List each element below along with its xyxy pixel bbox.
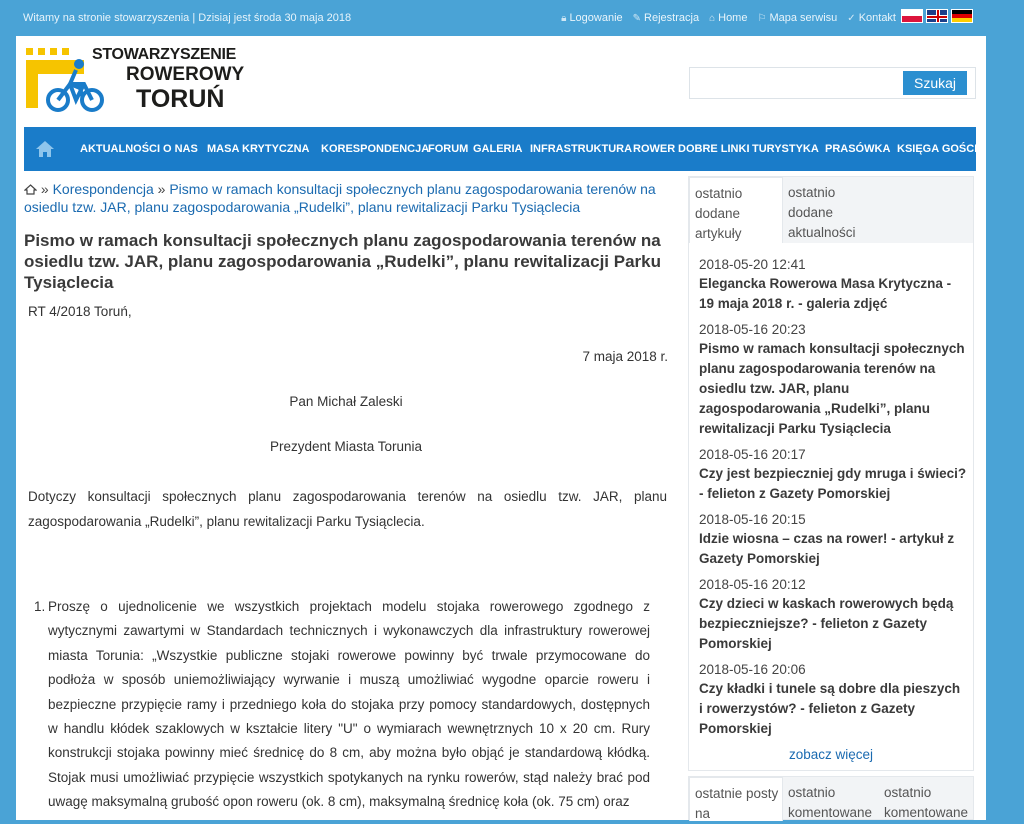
home-icon[interactable] [35,139,55,159]
nav-galeria[interactable]: GALERIA [473,143,523,155]
entry-title-link[interactable]: Czy dzieci w kaskach rowerowych będą bezpieczniejsze? - felieton z Gazety Pomorskiej [699,596,954,651]
breadcrumb-section-link[interactable]: Korespondencja [52,181,154,197]
letter-addressee: Pan Michał Zaleski [289,394,403,409]
logo-line3: TORUŃ [136,85,225,113]
nav-korespondencja[interactable]: KORESPONDENCJA [321,143,430,155]
nav-forum[interactable]: FORUM [428,143,469,155]
latest-articles-panel [688,176,974,771]
entry-date: 2018-05-16 20:17 [699,447,806,462]
nav-prasowka[interactable]: PRASÓWKA [825,143,891,155]
logo-line1: STOWARZYSZENIE [92,46,236,63]
contact-link[interactable]: ✓ Kontakt [847,12,896,24]
contact-icon: ✓ [847,12,856,24]
search-button[interactable]: Szukaj [903,71,967,95]
entry-date: 2018-05-16 20:15 [699,512,806,527]
list-item-number: 1. [34,599,46,614]
language-flags [901,9,973,23]
breadcrumb [24,180,664,216]
nav-aktualnosci[interactable]: AKTUALNOŚCI [80,143,161,155]
list-item: Proszę o ujednolicenie we wszystkich projektach modelu stojaka rowerowego zgodnego z wytycznymi zawartymi w Standardach technicznych i wykonawczych dla infrastruktury rowerowej miasta Torunia: „Wszystkie publiczne stojaki rowerowe powinny być trwale przymocowane do podłoża w sposób uniemożliwiający wyrwanie i muszą umożliwiać wygodne oparcie roweru i bezpieczne przypięcie ramy i przedniego koła do stojaka przy pomocy standardowych, dostępnych w handlu kłódek szaklowych w kształcie litery "U" o wymiarach wewnętrznych 10 x 20 cm. Rury konstrukcji stojaka powinny mieć średnicę do 8 cm, aby można było objąć je standardową kłódką. Stojak musi umożliwiać przypięcie wszystkich spotykanych na rynku rowerów, stąd należy brać pod uwagę maksymalną grubość opon roweru (ok. 8 cm), maksymalną średnicę koła (ok. 75 cm) oraz [48,599,650,810]
latest-posts-panel [688,776,974,820]
nav-masa-krytyczna[interactable]: MASA KRYTYCZNA [207,143,310,155]
letter-subject: Dotyczy konsultacji społecznych planu zagospodarowania terenów na osiedlu tzw. JAR, planu zagospodarowania „Rudelki”, planu rewitalizacji Parku Tysiąclecia. [28,489,667,529]
letter-reference: RT 4/2018 Toruń, [28,304,132,319]
main-nav [24,127,976,171]
sitemap-link[interactable]: ⚐ Mapa serwisu [757,12,838,24]
top-bar [0,0,1024,36]
tab-latest-news[interactable]: ostatnio dodane aktualności [788,185,856,240]
flag-pl-icon[interactable] [901,9,923,23]
breadcrumb-current-link[interactable]: Pismo w ramach konsultacji społecznych planu zagospodarowania terenów na osiedlu tzw. JAR, planu zagospodarowania „Rudelki”, planu rewitalizacji Parku Tysiąclecia [24,181,656,215]
breadcrumb-separator: » [40,181,49,197]
flag-uk-icon[interactable] [926,9,948,23]
nav-infrastruktura[interactable]: INFRASTRUKTURA [530,143,633,155]
entry-title-link[interactable]: Pismo w ramach konsultacji społecznych planu zagospodarowania terenów na osiedlu tzw. JAR, planu zagospodarowania „Rudelki”, planu rewitalizacji Parku Tysiąclecia [699,341,965,436]
sitemap-icon: ⚐ [757,12,767,24]
nav-o-nas[interactable]: O NAS [163,143,198,155]
lock-icon: 🔒︎ [561,12,567,24]
nav-ksiega-gosci[interactable]: KSIĘGA GOŚCI [897,143,978,155]
tab-latest-commented-2[interactable]: ostatnio komentowane [884,785,969,820]
tab-latest-commented[interactable]: ostatnio komentowane [788,785,873,820]
list-item [699,510,967,569]
entry-title-link[interactable]: Elegancka Rowerowa Masa Krytyczna - 19 maja 2018 r. - galeria zdjęć [699,276,952,311]
list-item [699,660,967,739]
latest-articles-list [699,255,967,745]
nav-rower[interactable]: ROWER [633,143,676,155]
list-item [699,445,967,504]
site-logo[interactable] [24,44,245,116]
login-link[interactable]: 🔒︎ Logowanie [561,12,623,24]
nav-dobre-linki[interactable]: DOBRE LINKI [678,143,750,155]
logo-line2: ROWEROWY [126,64,245,85]
entry-title-link[interactable]: Idzie wiosna – czas na rower! - artykuł z Gazety Pomorskiej [699,531,955,566]
entry-date: 2018-05-20 12:41 [699,257,806,272]
entry-date: 2018-05-16 20:06 [699,662,806,677]
list-item [699,255,967,314]
entry-title-link[interactable]: Czy kładki i tunele są dobre dla pieszych i rowerzystów? - felieton z Gazety Pomorskiej [699,681,961,736]
nav-turystyka[interactable]: TURYSTYKA [752,143,819,155]
tab-latest-articles[interactable]: ostatnio dodane artykuły [689,177,783,243]
entry-date: 2018-05-16 20:23 [699,322,806,337]
flag-de-icon[interactable] [951,9,973,23]
see-more-link[interactable]: zobacz więcej [788,747,874,762]
breadcrumb-separator: » [157,181,166,197]
entry-date: 2018-05-16 20:12 [699,577,806,592]
breadcrumb-home-icon[interactable] [24,184,37,195]
entry-title-link[interactable]: Czy jest bezpieczniej gdy mruga i świeci? - felieton z Gazety Pomorskiej [699,466,967,501]
register-icon: ✎ [632,12,642,24]
article-point-list [24,595,650,815]
home-link[interactable]: ⌂ Home [709,12,748,24]
register-link[interactable]: ✎ Rejestracja [632,12,700,24]
letter-date: 7 maja 2018 r. [582,349,668,364]
list-item [699,320,967,439]
tab-latest-posts[interactable]: ostatnie posty na [689,777,783,821]
search-box [689,67,976,99]
list-item [699,575,967,654]
welcome-text: Witamy na stronie stowarzyszenia | Dzisiaj jest środa 30 maja 2018 [23,12,352,24]
home-icon: ⌂ [709,12,716,24]
letter-addressee-position: Prezydent Miasta Torunia [269,439,423,454]
sidebar-tabs [689,177,973,243]
page-title: Pismo w ramach konsultacji społecznych planu zagospodarowania terenów na osiedlu tzw. JAR, planu zagospodarowania „Rudelki”, planu rewitalizacji Parku Tysiąclecia [24,231,661,292]
search-input[interactable] [694,71,928,97]
top-links [561,12,896,24]
